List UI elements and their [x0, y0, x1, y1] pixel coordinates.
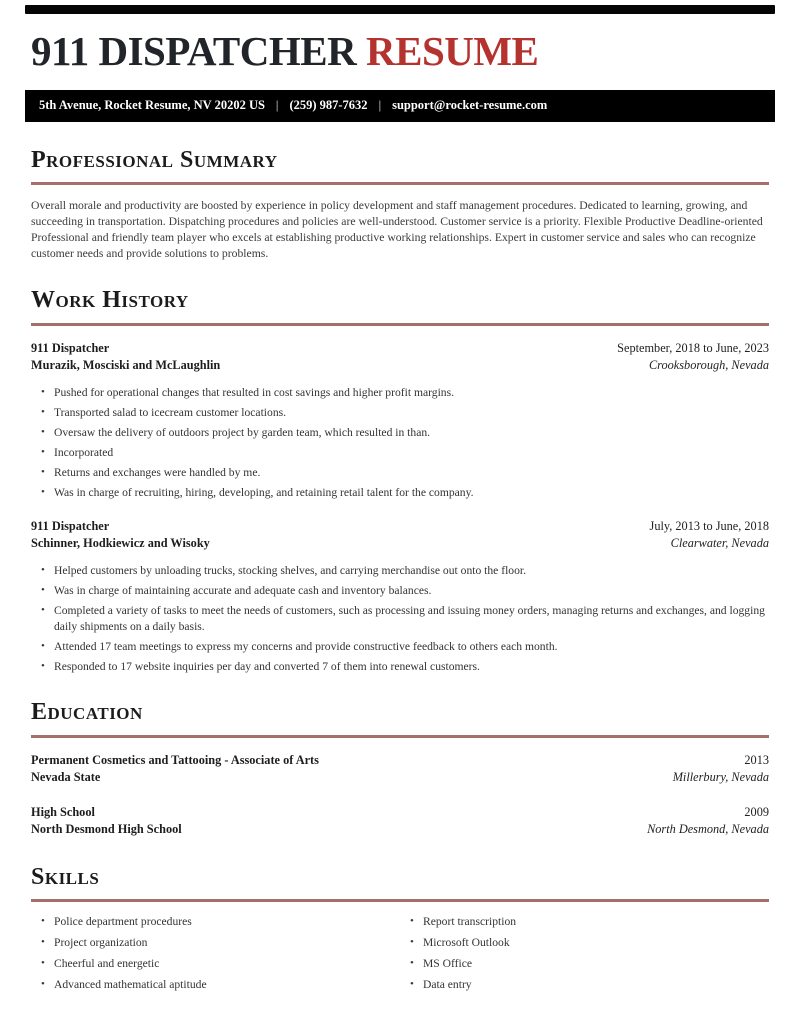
education-school-row [31, 769, 769, 787]
job-location: Crooksborough, Nevada [648, 358, 769, 373]
top-decorative-bar [25, 5, 775, 14]
job-dates: September, 2018 to June, 2023 [617, 340, 769, 355]
skills-heading: Skills [31, 863, 100, 890]
education-degree: High School [31, 804, 95, 819]
job-title-row [31, 340, 769, 358]
job-company-row [31, 357, 769, 375]
section-skills [31, 864, 769, 998]
skill-item: • Data entry [423, 977, 769, 993]
job-bullet: • Helped customers by unloading trucks, stocking shelves, and carrying merchandise out onto the floor. [54, 563, 769, 579]
education-degree-row [31, 752, 769, 770]
job-bullet: • Responded to 17 website inquiries per day and converted 7 of them into renewal customers. [54, 659, 769, 675]
education-heading: Education [31, 699, 143, 726]
section-rule [31, 323, 769, 326]
job-company: Murazik, Mosciski and McLaughlin [31, 358, 221, 373]
job-bullet: • Returns and exchanges were handled by me. [54, 465, 769, 481]
education-degree-row [31, 804, 769, 822]
section-rule [31, 735, 769, 738]
job-bullet: • Incorporated [54, 445, 769, 461]
job-bullet-list [31, 563, 769, 675]
job-bullet: • Was in charge of recruiting, hiring, developing, and retaining retail talent for the company. [54, 485, 769, 501]
job-bullet: • Transported salad to icecream customer locations. [54, 405, 769, 421]
job-entry [31, 340, 769, 501]
education-entry [31, 804, 769, 839]
job-entry [31, 518, 769, 675]
job-bullet-list [31, 385, 769, 501]
contact-address: 5th Avenue, Rocket Resume, NV 20202 US [39, 98, 265, 113]
job-dates: July, 2013 to June, 2018 [649, 518, 769, 533]
contact-separator: | [275, 98, 279, 113]
contact-bar [25, 90, 775, 122]
skills-columns [31, 914, 769, 997]
skill-item: • Project organization [54, 935, 400, 951]
education-location: North Desmond, Nevada [647, 822, 769, 837]
section-rule [31, 182, 769, 185]
job-title: 911 Dispatcher [31, 340, 110, 355]
contact-phone: (259) 987-7632 [289, 98, 368, 113]
education-entry [31, 752, 769, 787]
job-bullet: • Completed a variety of tasks to meet the needs of customers, such as processing and issuing money orders, managing returns and exchanges, and logging daily shipments on a daily basis. [54, 603, 769, 634]
job-company-row [31, 535, 769, 553]
summary-paragraph: Overall morale and productivity are boosted by experience in policy development and staff management procedures. Dedicated to learning, growing, and succeeding in transportation. Dispatching procedures and policies are well-understood. Customer service is a priority. Flexible Productive Deadline-oriented Professional and friendly team player who excels at establishing productive working relationships. Expert in customer service and sales who can recognize customer needs and provide solutions to problems. [31, 199, 763, 261]
job-title-row [31, 518, 769, 536]
section-education [31, 699, 769, 838]
education-year: 2009 [744, 804, 769, 819]
skill-item: • MS Office [423, 956, 769, 972]
work-history-heading: Work History [31, 287, 189, 314]
summary-heading: Professional Summary [31, 147, 278, 174]
skill-item: • Advanced mathematical aptitude [54, 977, 400, 993]
job-company: Schinner, Hodkiewicz and Wisoky [31, 536, 210, 551]
section-work-history [31, 287, 769, 674]
skill-item: • Police department procedures [54, 914, 400, 930]
job-location: Clearwater, Nevada [670, 536, 769, 551]
education-location: Millerbury, Nevada [672, 770, 769, 785]
contact-separator: | [378, 98, 382, 113]
education-school: North Desmond High School [31, 822, 182, 837]
job-title: 911 Dispatcher [31, 518, 110, 533]
skills-column-right [400, 914, 769, 997]
education-year: 2013 [744, 752, 769, 767]
page-title-black: 911 DISPATCHER [31, 28, 357, 74]
page-title [31, 30, 769, 73]
section-professional-summary [31, 147, 769, 262]
skills-column-left [31, 914, 400, 997]
section-rule [31, 899, 769, 902]
education-degree: Permanent Cosmetics and Tattooing - Associate of Arts [31, 752, 319, 767]
contact-email: support@rocket-resume.com [392, 98, 548, 113]
job-bullet: • Attended 17 team meetings to express my concerns and provide constructive feedback to others each month. [54, 639, 769, 655]
skill-item: • Report transcription [423, 914, 769, 930]
job-bullet: • Pushed for operational changes that resulted in cost savings and higher profit margins. [54, 385, 769, 401]
resume-content [31, 147, 769, 997]
skill-item: • Microsoft Outlook [423, 935, 769, 951]
education-school: Nevada State [31, 770, 101, 785]
education-school-row [31, 821, 769, 839]
job-bullet: • Was in charge of maintaining accurate and adequate cash and inventory balances. [54, 583, 769, 599]
page-title-red: RESUME [365, 28, 539, 74]
job-bullet: • Oversaw the delivery of outdoors project by garden team, which resulted in than. [54, 425, 769, 441]
skill-item: • Cheerful and energetic [54, 956, 400, 972]
